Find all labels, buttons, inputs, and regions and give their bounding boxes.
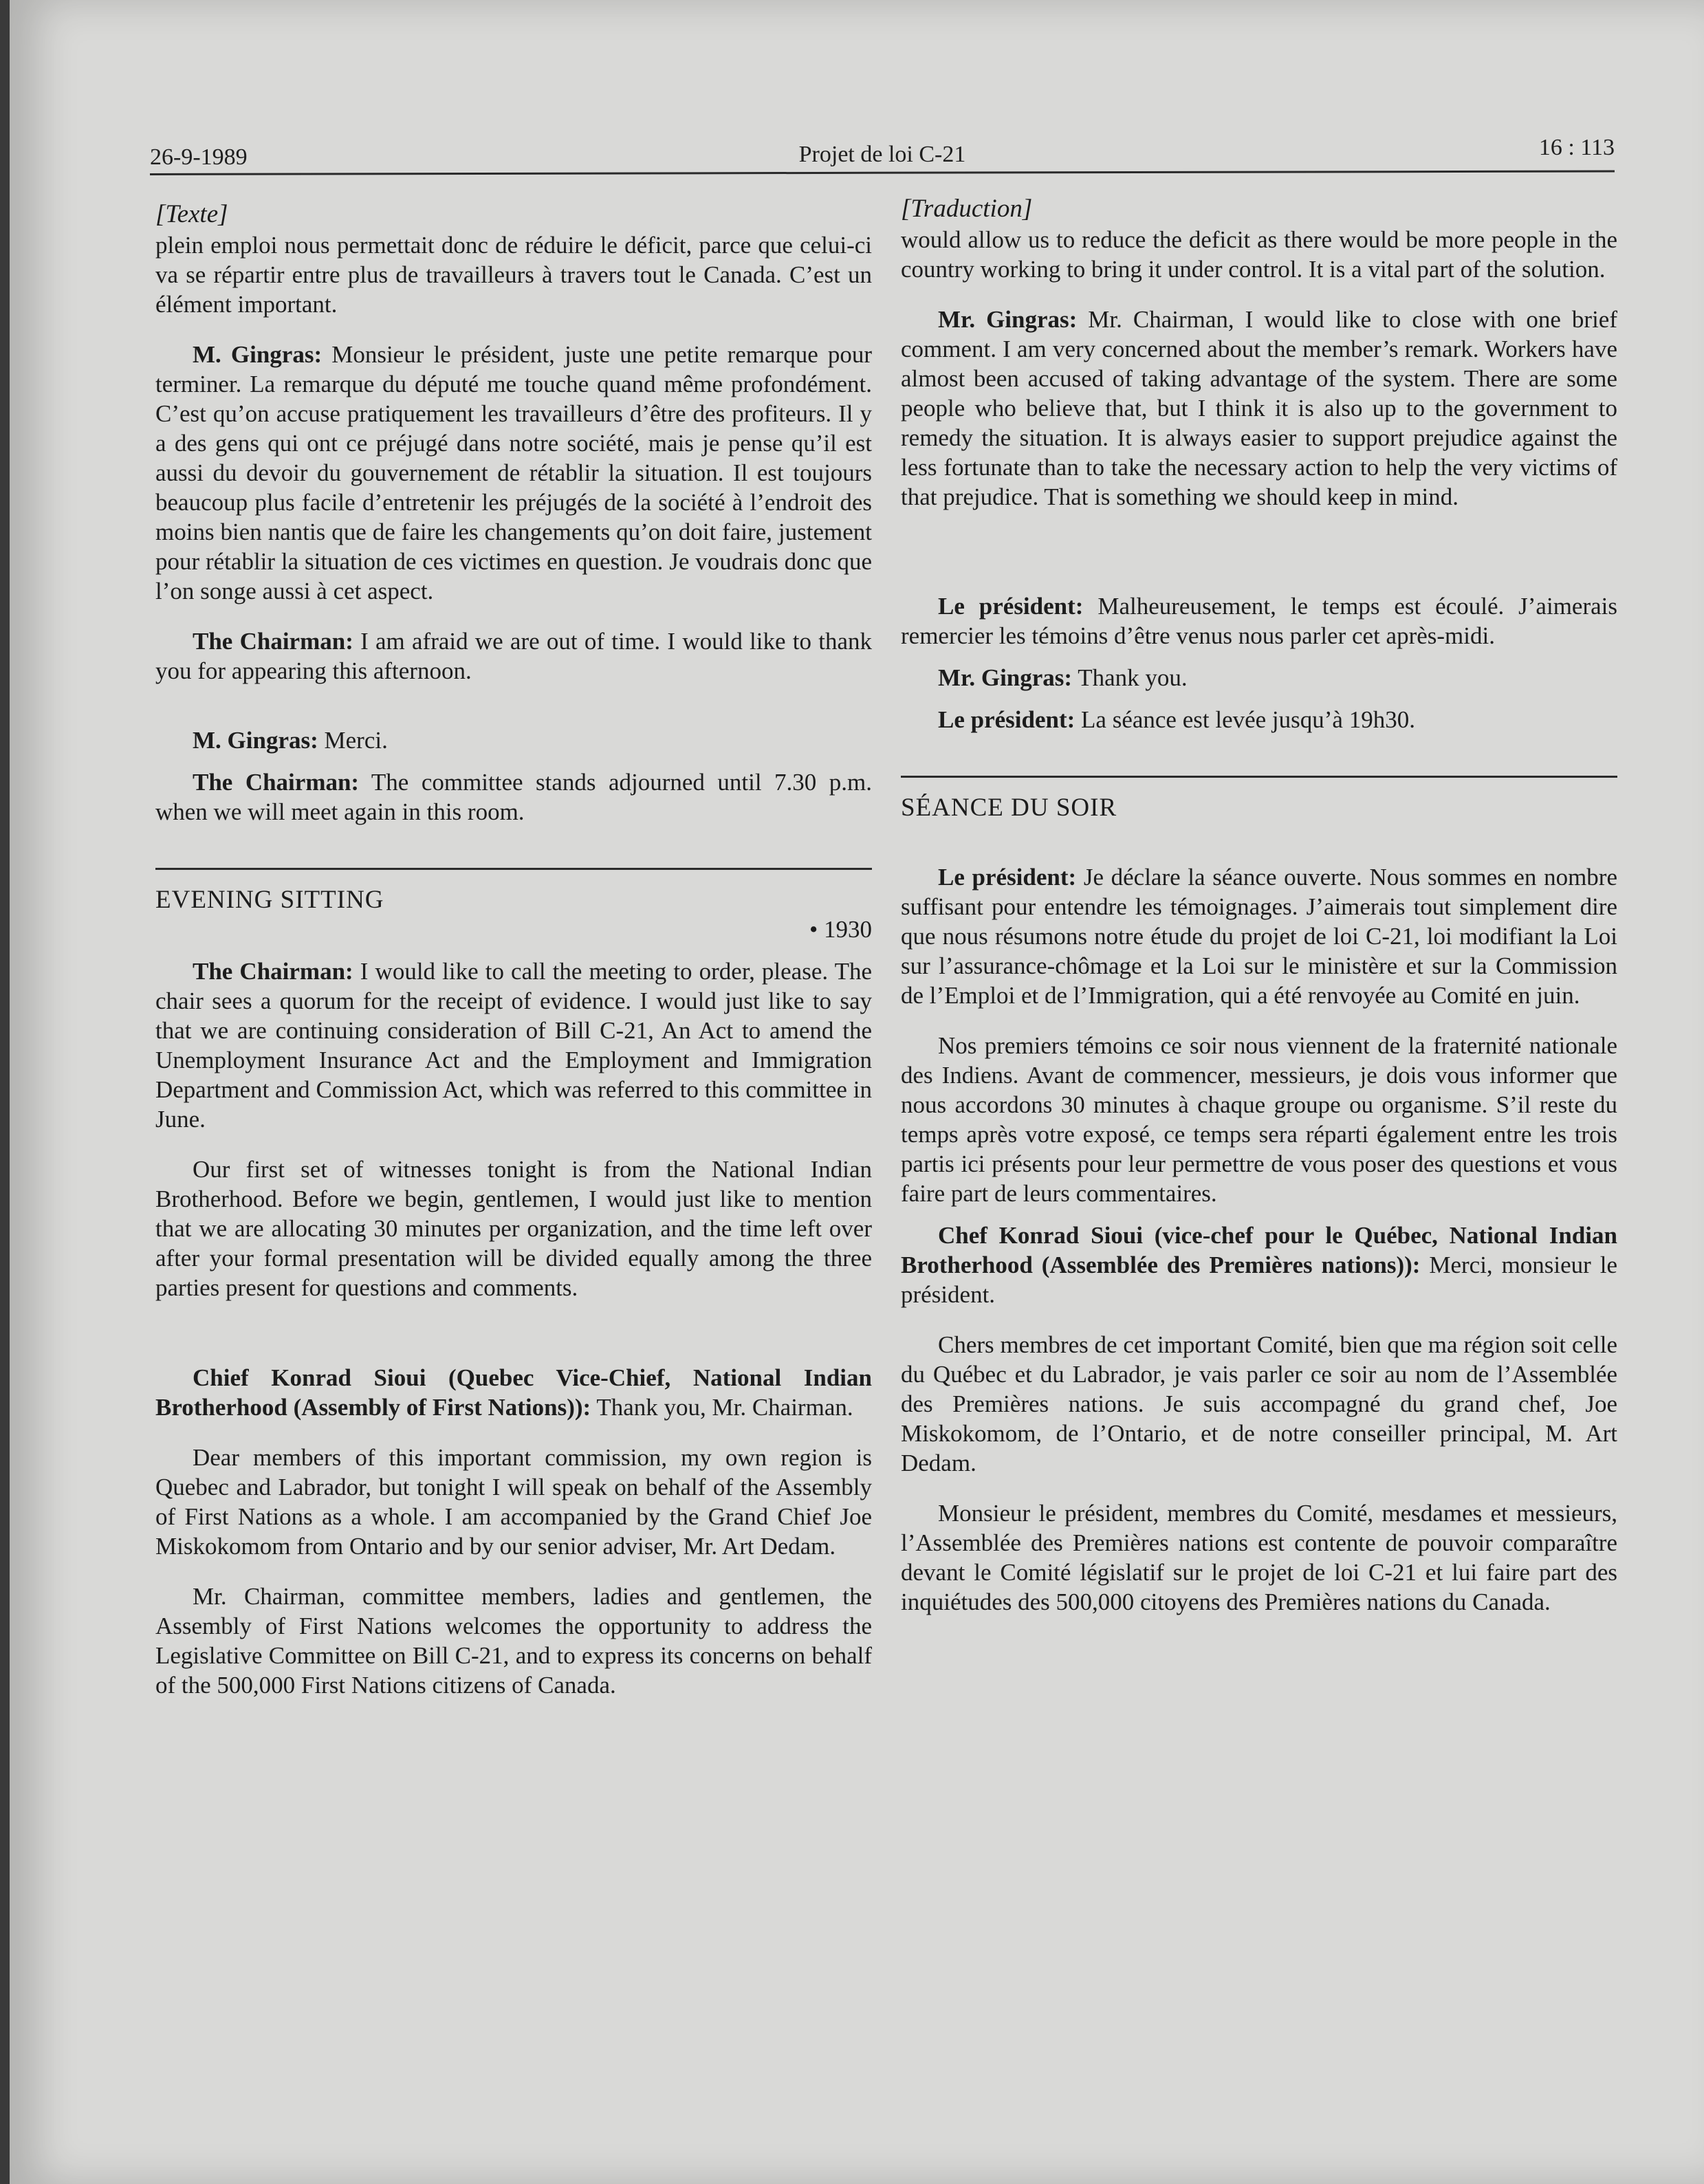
- section-divider: [901, 776, 1617, 778]
- paragraph: [155, 957, 872, 1134]
- speech-text: Thank you, Mr. Chairman.: [591, 1394, 853, 1421]
- paragraph: [155, 340, 872, 606]
- paragraph: [901, 305, 1617, 512]
- speaker-name: Mr. Gingras:: [938, 306, 1078, 333]
- left-column: [155, 199, 872, 1700]
- column-label: [Traduction]: [901, 195, 1033, 223]
- speech-text: Thank you.: [1072, 664, 1188, 691]
- paragraph: plein emploi nous permettait donc de réduire le déficit, parce que celui-ci va se répartir entre plus de travailleurs à travers tout le Canada. C’est un élément important.: [155, 232, 872, 318]
- speaker-name: Le président:: [938, 864, 1077, 891]
- header-title: Projet de loi C-21: [798, 142, 966, 167]
- paragraph: Mr. Chairman, committee members, ladies and gentlemen, the Assembly of First Nations welcomes the opportunity to address the Legislative Committee on Bill C-21, and to express its concerns on behalf of the 500,000 First Nations citizens of Canada.: [155, 1583, 872, 1699]
- section-heading: SÉANCE DU SOIR: [901, 794, 1117, 822]
- time-marker: • 1930: [809, 916, 872, 943]
- running-header: [150, 132, 1615, 173]
- speaker-name: M. Gingras:: [193, 341, 323, 368]
- speaker-name: Chef Konrad Sioui (vice-chef pour le Québec, National Indian Brotherhood (Assemblée des Premières nations)):: [901, 1222, 1617, 1278]
- speaker-name: Le président:: [938, 593, 1084, 620]
- paragraph: [155, 767, 872, 827]
- speech-text: Merci.: [318, 727, 388, 754]
- page-number: 16 : 113: [1538, 135, 1615, 160]
- speech-text: La séance est levée jusqu’à 19h30.: [1075, 706, 1415, 733]
- speech-text: Malheureusement, le temps est écoulé. J’aimerais remercier les témoins d’être venus nous parler cet après-midi.: [901, 593, 1617, 649]
- paragraph: [155, 626, 872, 686]
- page-sheet: [10, 0, 1704, 2184]
- speaker-name: Chief Konrad Sioui (Quebec Vice-Chief, National Indian Brotherhood (Assembly of First Nations)):: [155, 1364, 872, 1421]
- speaker-name: M. Gingras:: [193, 727, 318, 754]
- paragraph: [155, 1363, 872, 1422]
- paragraph: would allow us to reduce the deficit as there would be more people in the country working to bring it under control. It is a vital part of the solution.: [901, 226, 1617, 283]
- speaker-name: The Chairman:: [193, 958, 353, 985]
- section-divider: [155, 868, 872, 870]
- paragraph: [901, 705, 1617, 734]
- paragraph: Our first set of witnesses tonight is from the National Indian Brotherhood. Before we begin, gentlemen, I would just like to mention that we are allocating 30 minutes per organization, and the time left over after your formal presentation will be divided equally among the three parties present for questions and comments.: [155, 1156, 872, 1301]
- speaker-name: The Chairman:: [193, 628, 353, 655]
- speech-text: Je déclare la séance ouverte. Nous sommes en nombre suffisant pour entendre les témoignages. J’aimerais tout simplement dire que nous résumons notre étude du projet de loi C-21, loi modifiant la Loi sur l’assurance-chômage et la Loi sur le ministère et sur la Commission de l’Emploi et de l’Immigration, qui a été renvoyée au Comité en juin.: [901, 864, 1617, 1009]
- paragraph: Monsieur le président, membres du Comité, mesdames et messieurs, l’Assemblée des Premières nations est contente de pouvoir comparaître devant le Comité législatif sur le projet de loi C-21 et lui faire part des inquiétudes des 500,000 citoyens des Premières nations du Canada.: [901, 1500, 1617, 1615]
- column-label: [Texte]: [155, 200, 228, 228]
- speaker-name: Le président:: [938, 706, 1075, 733]
- speech-text: Monsieur le président, juste une petite remarque pour terminer. La remarque du député me touche quand même profondément. C’est qu’on accuse pratiquement les travailleurs d’être des profiteurs. Il y a des gens qui ont ce préjugé dans notre société, mais je pense qu’il est aussi du devoir du gouvernement de rétablir la situation. Il est toujours beaucoup plus facile d’entretenir les préjugés de la société à l’endroit des moins bien nantis que de faire les changements qu’on doit faire, justement pour rétablir la situation de ces victimes en question. Je voudrais donc que l’on songe aussi à cet aspect.: [155, 341, 872, 604]
- speech-text: I am afraid we are out of time. I would like to thank you for appearing this afternoon.: [155, 628, 873, 684]
- paragraph: [901, 663, 1617, 692]
- right-column: [901, 194, 1617, 1617]
- speaker-name: Mr. Gingras:: [938, 664, 1073, 691]
- paragraph: Nos premiers témoins ce soir nous viennent de la fraternité nationale des Indiens. Avant de commencer, messieurs, je dois vous informer que nous accordons 30 minutes à chaque groupe ou organisme. S’il reste du temps après votre exposé, ce temps sera réparti également entre les trois partis ici présents pour leur permettre de vous poser des questions et vous faire part de leurs commentaires.: [901, 1032, 1617, 1207]
- paragraph: [155, 725, 872, 755]
- paragraph: [901, 1221, 1617, 1309]
- section-heading: EVENING SITTING: [155, 886, 384, 914]
- header-date: 26-9-1989: [150, 144, 248, 170]
- speech-text: Merci, monsieur le président.: [901, 1252, 1617, 1308]
- speech-text: I would like to call the meeting to order, please. The chair sees a quorum for the receipt of evidence. I would just like to say that we are continuing consideration of Bill C-21, An Act to amend the Unemployment Insurance Act and the Employment and Immigration Department and Commission Act, which was referred to this committee in June.: [155, 958, 873, 1133]
- paragraph: Dear members of this important commission, my own region is Quebec and Labrador, but tonight I will speak on behalf of the Assembly of First Nations as a whole. I am accompanied by the Grand Chief Joe Miskokomom from Ontario and by our senior adviser, Mr. Art Dedam.: [155, 1444, 872, 1560]
- speaker-name: The Chairman:: [193, 769, 360, 796]
- paragraph: [901, 591, 1617, 651]
- speech-text: Mr. Chairman, I would like to close with one brief comment. I am very concerned about the member’s remark. Workers have almost been accused of taking advantage of the system. There are some people who believe that, but I think it is also up to the government to remedy the situation. It is always easier to support prejudice against the less fortunate than to take the necessary action to help the very victims of that prejudice. That is something we should keep in mind.: [901, 306, 1617, 510]
- paragraph: [901, 862, 1617, 1010]
- speech-text: The committee stands adjourned until 7.30 p.m. when we will meet again in this room.: [155, 769, 872, 825]
- paragraph: Chers membres de cet important Comité, bien que ma région soit celle du Québec et du Labrador, je vais parler ce soir au nom de l’Assemblée des Premières nations. Je suis accompagné du grand chef, Joe Miskokomom, de l’Ontario, et de notre conseiller principal, M. Art Dedam.: [901, 1331, 1617, 1476]
